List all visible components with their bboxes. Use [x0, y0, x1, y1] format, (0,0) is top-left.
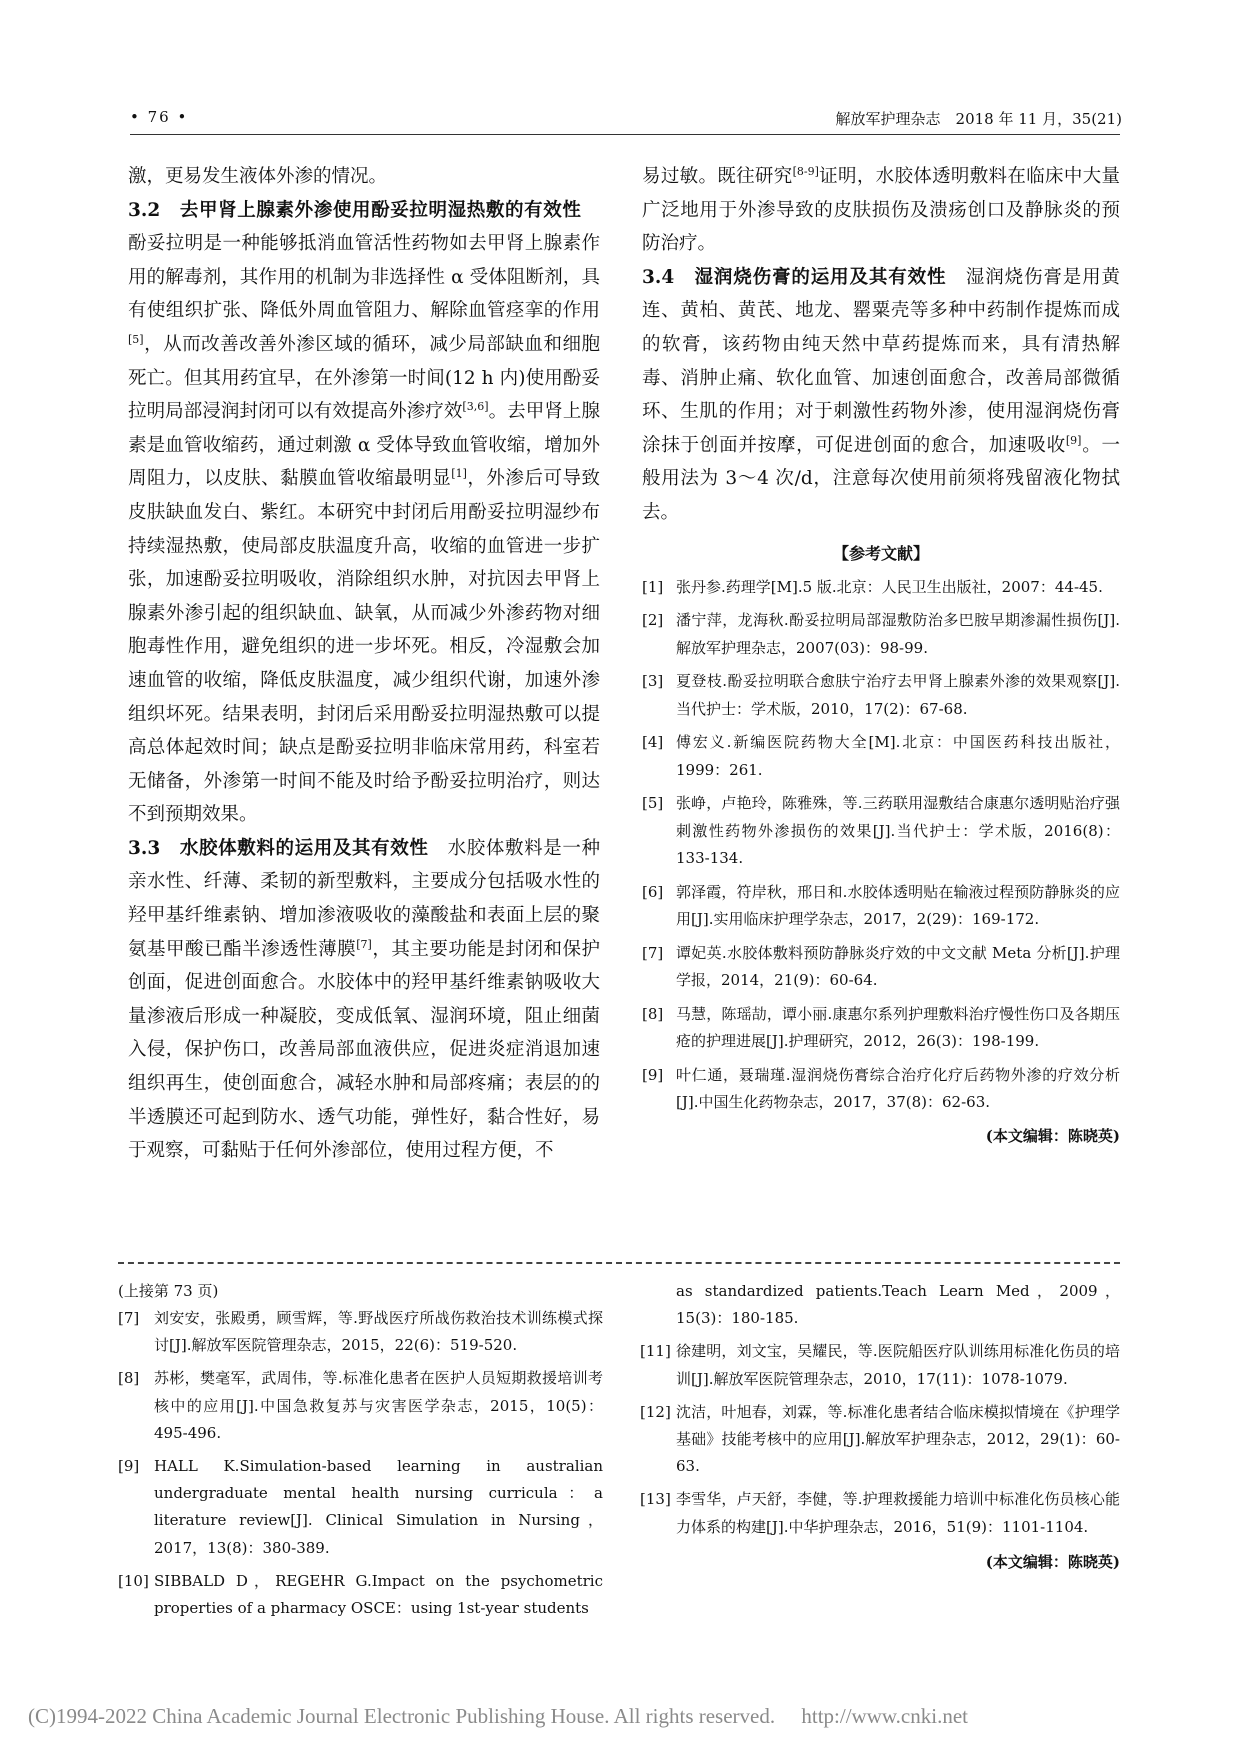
reference-item	[642, 790, 1120, 873]
citation[interactable]: [7]	[356, 937, 372, 951]
paragraph-text: 。去甲肾上腺素是血管收缩药，通过刺激 α 受体导致血管收缩，增加外周阻力，以皮肤、黏膜血管收缩最明显	[128, 401, 600, 490]
continued-from-label: (上接第 73 页)	[118, 1282, 219, 1300]
reference-text: 潘宁萍，龙海秋.酚妥拉明局部湿敷防治多巴胺早期渗漏性损伤[J].解放军护理杂志，2007(03)：98-99.	[676, 611, 1120, 657]
reference-number: [7]	[118, 1309, 140, 1327]
references-heading: 【参考文献】	[832, 543, 929, 563]
reference-number: [10]	[118, 1571, 149, 1590]
reference-text: 谭妃英.水胶体敷料预防静脉炎疗效的中文文献 Meta 分析[J].护理学报，2014，21(9)：60-64.	[676, 943, 1120, 990]
reference-number: [5]	[642, 794, 664, 813]
reference-number: [13]	[640, 1490, 671, 1509]
reference-item	[118, 1453, 603, 1562]
reference-item	[640, 1338, 1120, 1392]
reference-item	[642, 668, 1120, 723]
reference-text: 马慧，陈瑶劼，谭小丽.康惠尔系列护理敷料治疗慢性伤口及各期压疮的护理进展[J].护理研究，2012，26(3)：198-199.	[676, 1004, 1120, 1051]
reference-number: [8]	[118, 1369, 140, 1388]
paragraph-text: ，其主要功能是封闭和保护创面，促进创面愈合。水胶体中的羟甲基纤维素钠吸收大量渗液后形成一种凝胶，变成低氧、湿润环境，阻止细菌入侵，保护伤口，改善局部血液供应，促进炎症消退加速组织再生，使创面愈合，减轻水肿和局部疼痛；表层的的半透膜还可起到防水、透气功能，弹性好，黏合性好，易于观察，可黏贴于任何外渗部位，使用过程方便，不	[128, 938, 600, 1162]
section-heading: 3.2 去甲肾上腺素外渗使用酚妥拉明湿热敷的有效性	[128, 199, 582, 221]
reference-number: [4]	[642, 733, 664, 752]
citation[interactable]: [8-9]	[792, 164, 819, 178]
citation[interactable]: [3,6]	[462, 400, 489, 413]
section-3-2	[128, 194, 600, 832]
reference-number: [7]	[642, 943, 664, 962]
reference-continuation: as standardized patients.Teach Learn Med，2009，15(3)：180-185.	[676, 1282, 1120, 1328]
reference-number: [1]	[642, 577, 664, 596]
paragraph-text: 易过敏。既往研究	[642, 166, 793, 187]
citation[interactable]: [5]	[128, 332, 144, 346]
reference-number: [6]	[642, 882, 664, 901]
editor-credit: (本文编辑：陈晓英)	[985, 1552, 1120, 1571]
citation[interactable]: [1]	[451, 467, 467, 481]
reference-list	[642, 574, 1120, 1117]
reference-item	[642, 574, 1120, 602]
reference-item	[118, 1568, 603, 1622]
reference-number: [9]	[118, 1457, 140, 1476]
reference-text: SIBBALD D，REGEHR G.Impact on the psychometric properties of a pharmacy OSCE：using 1st-year students	[154, 1571, 603, 1618]
reference-item	[642, 1062, 1120, 1117]
reference-text: 李雪华，卢天舒，李健，等.护理救援能力培训中标准化伤员核心能力体系的构建[J].中华护理杂志，2016，51(9)：1101-1104.	[676, 1490, 1120, 1536]
paragraph-text: ，外渗后可导致皮肤缺血发白、紫红。本研究中封闭后用酚妥拉明湿纱布持续湿热敷，使局部皮肤温度升高，收缩的血管进一步扩张，加速酚妥拉明吸收，消除组织水肿，对抗因去甲肾上腺素外渗引起的组织缺血、缺氧，从而减少外渗药物对细胞毒性作用，避免组织的进一步坏死。相反，冷湿敷会加速血管的收缩，降低皮肤温度，减少组织代谢，加速外渗组织坏死。结果表明，封闭后采用酚妥拉明湿热敷可以提高总体起效时间；缺点是酚妥拉明非临床常用药，科室若无储备，外渗第一时间不能及时给予酚妥拉明治疗，则达不到预期效果。	[128, 468, 600, 826]
paragraph	[642, 160, 1120, 261]
page-number: • 76 •	[130, 108, 189, 126]
reference-number: [9]	[642, 1065, 664, 1084]
reference-text: 傅宏义.新编医院药物大全[M].北京：中国医药科技出版社，1999：261.	[676, 733, 1120, 779]
reference-text: 夏登枝.酚妥拉明联合愈肤宁治疗去甲肾上腺素外渗的效果观察[J].当代护士：学术版，2010，17(2)：67-68.	[676, 672, 1120, 718]
reference-text: HALL K.Simulation-based learning in australian undergraduate mental health nursing curricula：a literature review[J]. Clinical Simulation in Nursing，2017，13(8)：380-389.	[154, 1457, 603, 1557]
header-rule	[130, 134, 1120, 135]
editor-credit: (本文编辑：陈晓英)	[985, 1126, 1120, 1145]
reference-item	[642, 1001, 1120, 1056]
reference-text: 刘安安，张殿勇，顾雪辉，等.野战医疗所战伤救治技术训练模式探讨[J].解放军医院管理杂志，2015，22(6)：519-520.	[154, 1309, 603, 1355]
reference-text: 郭泽霞，符岸秋，邢日和.水胶体透明贴在输液过程预防静脉炎的应用[J].实用临床护理学杂志，2017，2(29)：169-172.	[676, 882, 1120, 929]
section-separator	[118, 1262, 1120, 1264]
reference-text: 徐建明，刘文宝，吴耀民，等.医院船医疗队训练用标准化伤员的培训[J].解放军医院管理杂志，2010，17(11)：1078-1079.	[676, 1342, 1120, 1388]
reference-number: [11]	[640, 1342, 671, 1361]
paragraph-text: 湿润烧伤膏是用黄连、黄柏、黄芪、地龙、罂粟壳等多种中药制作提炼而成的软膏，该药物由纯天然中草药提炼而来，具有清热解毒、消肿止痛、软化血管、加速创面愈合，改善局部微循环、生肌的作用；对于刺激性药物外渗，使用湿润烧伤膏涂抹于创面并按摩，可促进创面的愈合，加速吸收	[642, 266, 1120, 456]
citation[interactable]: [9]	[1065, 433, 1082, 447]
paragraph-text: 。一般用法为 3～4 次/d，注意每次使用前须将残留液化物拭去。	[642, 434, 1120, 523]
reference-item	[642, 607, 1120, 662]
continued-references	[118, 1278, 1120, 1648]
reference-number: [8]	[642, 1004, 664, 1023]
reference-number: [12]	[640, 1402, 671, 1421]
copyright-notice: (C)1994-2022 China Academic Journal Electronic Publishing House. All rights reserved. http://www.cnki.net	[28, 1704, 968, 1728]
section-heading: 3.3 水胶体敷料的运用及其有效性	[128, 837, 429, 859]
reference-item	[642, 940, 1120, 995]
continued-references-left	[118, 1278, 603, 1628]
reference-number: [3]	[642, 672, 664, 691]
section-3-3	[128, 832, 600, 1168]
reference-item	[642, 879, 1120, 934]
right-column	[642, 160, 1120, 1150]
paragraph-text: 酚妥拉明是一种能够抵消血管活性药物如去甲肾上腺素作用的解毒剂，其作用的机制为非选择性 α 受体阻断剂，具有使组织扩张、降低外周血管阻力、解除血管痉挛的作用	[128, 199, 600, 322]
paragraph-text: ，从而改善改善外渗区域的循环，减少局部缺血和细胞死亡。但其用药宜早，在外渗第一时间(12 h 内)使用酚妥拉明局部浸润封闭可以有效提高外渗疗效	[128, 333, 600, 423]
continued-references-right	[640, 1278, 1120, 1576]
reference-text: 张峥，卢艳玲，陈雅殊，等.三药联用湿敷结合康惠尔透明贴治疗强刺激性药物外渗损伤的效果[J].当代护士：学术版，2016(8)：133-134.	[676, 794, 1120, 868]
reference-text: 苏彬，樊毫军，武周伟，等.标准化患者在医护人员短期救援培训考核中的应用[J].中国急救复苏与灾害医学杂志，2015，10(5)：495-496.	[154, 1369, 603, 1442]
reference-item	[118, 1305, 603, 1359]
reference-text: 沈洁，叶旭春，刘霖，等.标准化患者结合临床模拟情境在《护理学基础》技能考核中的应用[J].解放军护理杂志，2012，29(1)：60-63.	[676, 1402, 1120, 1476]
reference-item	[118, 1365, 603, 1447]
paragraph: 激，更易发生液体外渗的情况。	[128, 166, 388, 187]
reference-item	[640, 1486, 1120, 1540]
reference-text: 张丹参.药理学[M].5 版.北京：人民卫生出版社，2007：44-45.	[676, 577, 1103, 596]
section-heading: 3.4 湿润烧伤膏的运用及其有效性	[642, 266, 947, 288]
reference-item	[640, 1399, 1120, 1481]
paragraph-text: 证明，水胶体透明敷料在临床中大量广泛地用于外渗导致的皮肤损伤及溃疡创口及静脉炎的预防治疗。	[642, 166, 1120, 255]
reference-number: [2]	[642, 611, 664, 630]
paragraph-text: 水胶体敷料是一种亲水性、纤薄、柔韧的新型敷料，主要成分包括吸水性的羟甲基纤维素钠、增加渗液吸收的藻酸盐和表面上层的聚氨基甲酸已酯半渗透性薄膜	[128, 837, 600, 960]
reference-text: 叶仁通，聂瑞瑾.湿润烧伤膏综合治疗化疗后药物外渗的疗效分析[J].中国生化药物杂志，2017，37(8)：62-63.	[676, 1065, 1120, 1112]
journal-running-header: 解放军护理杂志 2018 年 11 月，35(21)	[835, 110, 1122, 128]
left-column	[128, 160, 600, 1168]
reference-item	[642, 729, 1120, 784]
section-3-4	[642, 261, 1120, 530]
